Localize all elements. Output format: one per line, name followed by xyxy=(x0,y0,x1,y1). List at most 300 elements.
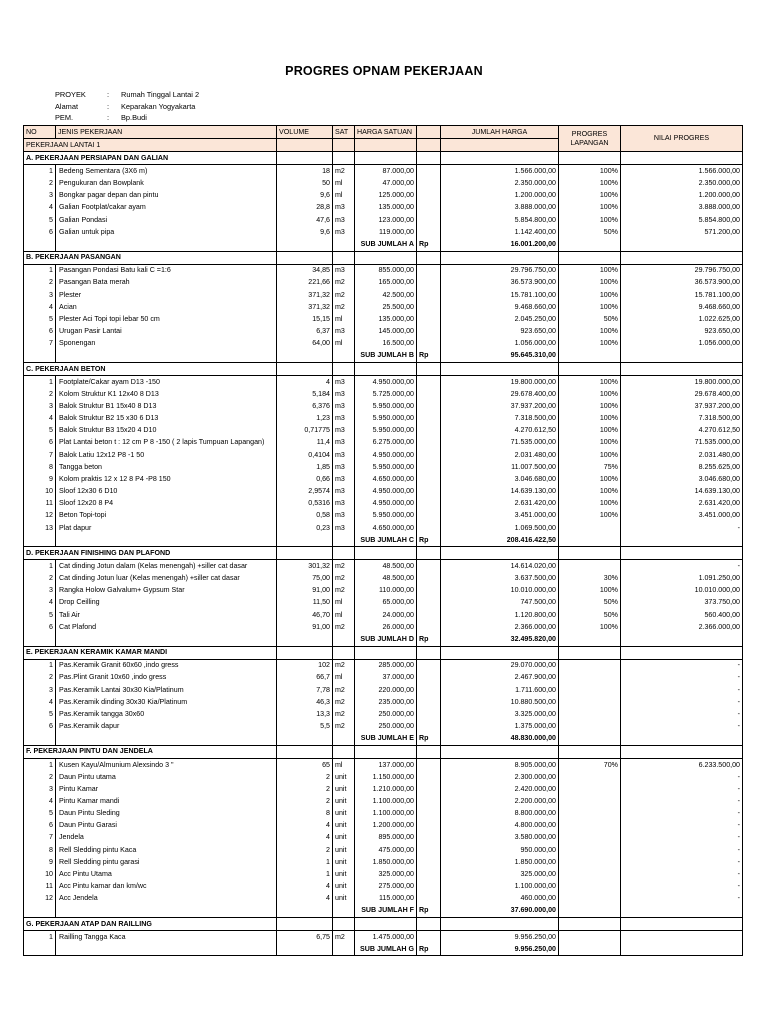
item-rp-spacer xyxy=(417,560,441,573)
item-jumlah: 3.046.680,00 xyxy=(441,473,559,485)
item-jumlah: 8.905.000,00 xyxy=(441,758,559,771)
item-jumlah: 29.070.000,00 xyxy=(441,659,559,672)
item-volume: 4 xyxy=(277,893,333,905)
header-nilai: NILAI PROGRES xyxy=(621,126,743,152)
empty-cell xyxy=(277,534,333,547)
project-label: PROYEK xyxy=(55,90,86,99)
item-harga: 250.000,00 xyxy=(355,721,417,733)
header-harga: HARGA SATUAN xyxy=(355,126,417,139)
item-nilai: - xyxy=(621,820,743,832)
item-jumlah: 2.420.000,00 xyxy=(441,783,559,795)
empty-cell xyxy=(333,547,355,560)
item-progres: 100% xyxy=(559,510,621,522)
table-row xyxy=(24,868,743,880)
item-nilai: - xyxy=(621,893,743,905)
item-jumlah: 1.120.800,00 xyxy=(441,609,559,621)
empty-cell xyxy=(24,350,56,363)
item-jumlah: 10.880.500,00 xyxy=(441,696,559,708)
item-progres xyxy=(559,868,621,880)
item-nilai: 1.200.000,00 xyxy=(621,190,743,202)
item-progres xyxy=(559,672,621,684)
empty-cell xyxy=(441,362,559,375)
item-no: 5 xyxy=(24,808,56,820)
item-sat: unit xyxy=(333,808,355,820)
item-volume: 6,376 xyxy=(277,400,333,412)
item-harga: 145.000,00 xyxy=(355,326,417,338)
item-harga: 1.850.000,00 xyxy=(355,856,417,868)
empty-cell xyxy=(277,633,333,646)
item-volume: 0,71775 xyxy=(277,425,333,437)
item-volume: 47,6 xyxy=(277,214,333,226)
item-progres xyxy=(559,783,621,795)
item-nilai: - xyxy=(621,844,743,856)
item-progres xyxy=(559,795,621,807)
project-info xyxy=(55,89,199,124)
item-jumlah: 19.800.000,00 xyxy=(441,376,559,389)
item-jenis: Acc Pintu Utama xyxy=(56,868,277,880)
table-row xyxy=(24,659,743,672)
item-jumlah: 2.300.000,00 xyxy=(441,771,559,783)
item-nilai: 71.535.000,00 xyxy=(621,437,743,449)
item-jumlah: 5.854.800,00 xyxy=(441,214,559,226)
item-volume: 15,15 xyxy=(277,313,333,325)
item-harga: 5.725.000,00 xyxy=(355,388,417,400)
item-harga: 4.650.000,00 xyxy=(355,522,417,534)
item-sat: m3 xyxy=(333,449,355,461)
item-no: 13 xyxy=(24,522,56,534)
item-progres xyxy=(559,708,621,720)
item-volume: 0,58 xyxy=(277,510,333,522)
item-progres: 75% xyxy=(559,461,621,473)
item-nilai: - xyxy=(621,721,743,733)
item-volume: 5,184 xyxy=(277,388,333,400)
empty-cell xyxy=(559,646,621,659)
item-volume: 9,6 xyxy=(277,226,333,238)
item-nilai: 36.573.900,00 xyxy=(621,277,743,289)
item-harga: 4.950.000,00 xyxy=(355,498,417,510)
item-volume: 4 xyxy=(277,376,333,389)
item-no: 4 xyxy=(24,301,56,313)
subtotal-rp: Rp xyxy=(417,943,441,956)
empty-cell xyxy=(621,745,743,758)
item-rp-spacer xyxy=(417,832,441,844)
table-row xyxy=(24,783,743,795)
item-sat: m2 xyxy=(333,659,355,672)
table-row xyxy=(24,165,743,178)
item-volume: 11,50 xyxy=(277,597,333,609)
item-sat: m3 xyxy=(333,376,355,389)
empty-cell xyxy=(621,646,743,659)
section-title: E. PEKERJAAN KERAMIK KAMAR MANDI xyxy=(24,646,277,659)
item-rp-spacer xyxy=(417,783,441,795)
item-progres: 100% xyxy=(559,214,621,226)
table-row xyxy=(24,461,743,473)
item-jumlah: 1.711.600,00 xyxy=(441,684,559,696)
item-harga: 475.000,00 xyxy=(355,844,417,856)
section-header-row xyxy=(24,918,743,931)
item-sat: m2 xyxy=(333,721,355,733)
address-colon: : xyxy=(107,101,110,111)
item-progres xyxy=(559,931,621,944)
empty-cell xyxy=(441,152,559,165)
header-progres-line2: LAPANGAN xyxy=(570,138,609,147)
item-harga: 1.210.000,00 xyxy=(355,783,417,795)
item-no: 2 xyxy=(24,771,56,783)
subtotal-label: SUB JUMLAH C xyxy=(355,534,417,547)
empty-cell xyxy=(441,745,559,758)
item-volume: 0,66 xyxy=(277,473,333,485)
table-row xyxy=(24,881,743,893)
item-jumlah: 1.142.400,00 xyxy=(441,226,559,238)
item-jumlah: 1.056.000,00 xyxy=(441,338,559,350)
item-jenis: Bongkar pagar depan dan pintu xyxy=(56,190,277,202)
item-no: 7 xyxy=(24,449,56,461)
item-rp-spacer xyxy=(417,388,441,400)
item-no: 1 xyxy=(24,165,56,178)
item-rp-spacer xyxy=(417,931,441,944)
item-jenis: Balok Struktur B2 15 x30 6 D13 xyxy=(56,413,277,425)
empty-cell xyxy=(24,534,56,547)
empty-cell xyxy=(417,152,441,165)
item-jenis: Sloof 12x20 8 P4 xyxy=(56,498,277,510)
subtotal-label: SUB JUMLAH G xyxy=(355,943,417,956)
item-harga: 4.950.000,00 xyxy=(355,486,417,498)
item-nilai: 4.270.612,50 xyxy=(621,425,743,437)
item-volume: 4 xyxy=(277,832,333,844)
item-no: 12 xyxy=(24,510,56,522)
item-jenis: Pasangan Bata merah xyxy=(56,277,277,289)
item-rp-spacer xyxy=(417,597,441,609)
item-harga: 1.100.000,00 xyxy=(355,808,417,820)
item-sat: m3 xyxy=(333,437,355,449)
item-jenis: Plat Lantai beton t : 12 cm P 8 -150 ( 2 lapis Tumpuan Lapangan) xyxy=(56,437,277,449)
item-nilai xyxy=(621,931,743,944)
item-harga: 115.000,00 xyxy=(355,893,417,905)
item-nilai: 923.650,00 xyxy=(621,326,743,338)
item-jumlah: 3.637.500,00 xyxy=(441,573,559,585)
item-sat: m2 xyxy=(333,621,355,633)
item-rp-spacer xyxy=(417,868,441,880)
empty-cell xyxy=(24,633,56,646)
table-row xyxy=(24,795,743,807)
item-progres: 100% xyxy=(559,277,621,289)
item-jumlah: 3.580.000,00 xyxy=(441,832,559,844)
header-rp-spacer xyxy=(417,126,441,139)
item-no: 6 xyxy=(24,721,56,733)
subtotal-value: 16.001.200,00 xyxy=(441,238,559,251)
item-volume: 102 xyxy=(277,659,333,672)
item-harga: 1.150.000,00 xyxy=(355,771,417,783)
empty-cell xyxy=(277,547,333,560)
item-harga: 250.000,00 xyxy=(355,708,417,720)
item-jenis: Cat dinding Jotun luar (Kelas menengah) +siller cat dasar xyxy=(56,573,277,585)
item-harga: 5.950.000,00 xyxy=(355,400,417,412)
empty-cell xyxy=(621,733,743,746)
item-progres: 100% xyxy=(559,621,621,633)
item-harga: 137.000,00 xyxy=(355,758,417,771)
empty-cell xyxy=(441,547,559,560)
empty-cell xyxy=(56,905,277,918)
item-jumlah: 460.000,00 xyxy=(441,893,559,905)
item-no: 8 xyxy=(24,461,56,473)
item-no: 5 xyxy=(24,708,56,720)
item-jenis: Pas.Keramik dapur xyxy=(56,721,277,733)
empty-cell xyxy=(621,251,743,264)
empty-cell xyxy=(559,918,621,931)
item-harga: 37.000,00 xyxy=(355,672,417,684)
item-rp-spacer xyxy=(417,165,441,178)
item-rp-spacer xyxy=(417,856,441,868)
item-nilai: 2.631.420,00 xyxy=(621,498,743,510)
item-harga: 47.000,00 xyxy=(355,178,417,190)
empty-cell xyxy=(333,238,355,251)
item-progres: 50% xyxy=(559,597,621,609)
item-sat: m3 xyxy=(333,388,355,400)
empty-cell xyxy=(56,534,277,547)
item-rp-spacer xyxy=(417,844,441,856)
item-jumlah: 2.350.000,00 xyxy=(441,178,559,190)
item-jenis: Rangka Holow Galvalum+ Gypsum Star xyxy=(56,585,277,597)
item-jenis: Drop Ceilling xyxy=(56,597,277,609)
item-progres: 100% xyxy=(559,178,621,190)
empty-cell xyxy=(355,745,417,758)
table-row xyxy=(24,388,743,400)
item-progres xyxy=(559,844,621,856)
table-row xyxy=(24,376,743,389)
item-no: 3 xyxy=(24,783,56,795)
subtotal-label: SUB JUMLAH D xyxy=(355,633,417,646)
item-rp-spacer xyxy=(417,277,441,289)
project-colon: : xyxy=(107,90,110,99)
item-rp-spacer xyxy=(417,190,441,202)
item-nilai: 8.255.625,00 xyxy=(621,461,743,473)
item-rp-spacer xyxy=(417,264,441,277)
table-row xyxy=(24,400,743,412)
section-header-row xyxy=(24,152,743,165)
empty-cell xyxy=(621,362,743,375)
address-label: Alamat xyxy=(55,101,79,111)
subtotal-row xyxy=(24,350,743,363)
item-no: 3 xyxy=(24,289,56,301)
item-nilai: - xyxy=(621,708,743,720)
item-jenis: Beton Topi-topi xyxy=(56,510,277,522)
project-row xyxy=(55,89,199,101)
empty-cell xyxy=(355,918,417,931)
item-volume: 0,5316 xyxy=(277,498,333,510)
table-row xyxy=(24,214,743,226)
item-jenis: Tali Air xyxy=(56,609,277,621)
item-volume: 13,3 xyxy=(277,708,333,720)
table-row xyxy=(24,473,743,485)
item-jenis: Pintu Kamar mandi xyxy=(56,795,277,807)
item-sat: m3 xyxy=(333,400,355,412)
item-harga: 325.000,00 xyxy=(355,868,417,880)
item-harga: 5.950.000,00 xyxy=(355,461,417,473)
item-volume: 7,78 xyxy=(277,684,333,696)
item-volume: 8 xyxy=(277,808,333,820)
item-no: 1 xyxy=(24,560,56,573)
subtotal-rp: Rp xyxy=(417,534,441,547)
item-harga: 4.950.000,00 xyxy=(355,376,417,389)
empty-cell xyxy=(559,350,621,363)
item-progres: 100% xyxy=(559,289,621,301)
item-volume: 221,66 xyxy=(277,277,333,289)
subtotal-value: 95.645.310,00 xyxy=(441,350,559,363)
item-progres xyxy=(559,820,621,832)
item-nilai: - xyxy=(621,696,743,708)
header-progres-line1: PROGRES xyxy=(571,129,608,138)
empty-cell xyxy=(277,646,333,659)
item-sat: m3 xyxy=(333,486,355,498)
empty-cell xyxy=(277,238,333,251)
table-row xyxy=(24,621,743,633)
item-nilai: 2.031.480,00 xyxy=(621,449,743,461)
item-nilai: 14.639.130,00 xyxy=(621,486,743,498)
item-progres xyxy=(559,808,621,820)
item-jenis: Galian Pondasi xyxy=(56,214,277,226)
item-no: 11 xyxy=(24,498,56,510)
item-no: 8 xyxy=(24,844,56,856)
item-volume: 46,3 xyxy=(277,696,333,708)
item-nilai: - xyxy=(621,672,743,684)
item-no: 1 xyxy=(24,931,56,944)
item-jenis: Daun Pintu utama xyxy=(56,771,277,783)
table-row xyxy=(24,338,743,350)
item-nilai: - xyxy=(621,832,743,844)
item-jenis: Footplate/Cakar ayam D13 -150 xyxy=(56,376,277,389)
item-nilai: - xyxy=(621,868,743,880)
subtotal-label: SUB JUMLAH F xyxy=(355,905,417,918)
item-jenis: Pintu Kamar xyxy=(56,783,277,795)
empty-cell xyxy=(559,633,621,646)
empty-cell xyxy=(277,918,333,931)
empty-cell xyxy=(621,943,743,956)
item-no: 6 xyxy=(24,326,56,338)
item-sat: ml xyxy=(333,672,355,684)
section-title: A. PEKERJAAN PERSIAPAN DAN GALIAN xyxy=(24,152,277,165)
item-rp-spacer xyxy=(417,609,441,621)
section-header-row xyxy=(24,745,743,758)
item-jenis: Tangga beton xyxy=(56,461,277,473)
item-volume: 2 xyxy=(277,783,333,795)
item-rp-spacer xyxy=(417,621,441,633)
table-row xyxy=(24,758,743,771)
empty-cell xyxy=(621,905,743,918)
item-harga: 125.000,00 xyxy=(355,190,417,202)
item-jumlah: 29.678.400,00 xyxy=(441,388,559,400)
item-progres xyxy=(559,659,621,672)
item-nilai: 373.750,00 xyxy=(621,597,743,609)
empty-cell xyxy=(333,646,355,659)
empty-cell xyxy=(621,152,743,165)
owner-value: Bp.Budi xyxy=(121,113,147,122)
item-sat: ml xyxy=(333,190,355,202)
item-jumlah: 14.639.130,00 xyxy=(441,486,559,498)
item-jumlah: 14.614.020,00 xyxy=(441,560,559,573)
item-rp-spacer xyxy=(417,808,441,820)
item-nilai: - xyxy=(621,659,743,672)
item-jumlah: 29.796.750,00 xyxy=(441,264,559,277)
item-nilai: - xyxy=(621,771,743,783)
item-volume: 65 xyxy=(277,758,333,771)
empty-cell xyxy=(559,905,621,918)
item-volume: 301,32 xyxy=(277,560,333,573)
table-row xyxy=(24,684,743,696)
table-row xyxy=(24,190,743,202)
item-harga: 135.000,00 xyxy=(355,202,417,214)
empty-cell xyxy=(24,733,56,746)
table-row xyxy=(24,893,743,905)
item-progres xyxy=(559,560,621,573)
item-no: 10 xyxy=(24,486,56,498)
empty-cell xyxy=(441,646,559,659)
item-no: 3 xyxy=(24,684,56,696)
item-rp-spacer xyxy=(417,881,441,893)
item-jumlah: 325.000,00 xyxy=(441,868,559,880)
item-jumlah: 2.031.480,00 xyxy=(441,449,559,461)
item-no: 1 xyxy=(24,264,56,277)
item-jenis: Pas.Keramik tangga 30x60 xyxy=(56,708,277,720)
item-nilai: 571.200,00 xyxy=(621,226,743,238)
item-nilai: 1.566.000,00 xyxy=(621,165,743,178)
item-jumlah: 3.325.000,00 xyxy=(441,708,559,720)
item-no: 10 xyxy=(24,868,56,880)
empty-cell xyxy=(333,745,355,758)
item-jenis: Acc Jendela xyxy=(56,893,277,905)
item-jumlah: 1.069.500,00 xyxy=(441,522,559,534)
item-no: 2 xyxy=(24,277,56,289)
project-value: Rumah Tinggal Lantai 2 xyxy=(121,90,200,99)
item-volume: 0,23 xyxy=(277,522,333,534)
item-jenis: Plester Aci Topi topi lebar 50 cm xyxy=(56,313,277,325)
section-header-row xyxy=(24,251,743,264)
item-nilai: 3.046.680,00 xyxy=(621,473,743,485)
subheader-lantai: PEKERJAAN LANTAI 1 xyxy=(24,139,277,152)
item-jenis: Balok Struktur B3 15x20 4 D10 xyxy=(56,425,277,437)
empty-cell xyxy=(56,943,277,956)
item-rp-spacer xyxy=(417,178,441,190)
item-jumlah: 71.535.000,00 xyxy=(441,437,559,449)
item-volume: 4 xyxy=(277,881,333,893)
item-no: 4 xyxy=(24,795,56,807)
item-sat: m3 xyxy=(333,326,355,338)
item-progres: 100% xyxy=(559,376,621,389)
table-row xyxy=(24,413,743,425)
subtotal-label: SUB JUMLAH E xyxy=(355,733,417,746)
empty-cell xyxy=(333,152,355,165)
item-no: 2 xyxy=(24,672,56,684)
item-sat: m3 xyxy=(333,425,355,437)
item-rp-spacer xyxy=(417,893,441,905)
item-nilai: - xyxy=(621,856,743,868)
item-nilai: 3.451.000,00 xyxy=(621,510,743,522)
item-rp-spacer xyxy=(417,400,441,412)
item-progres: 100% xyxy=(559,301,621,313)
item-sat: m2 xyxy=(333,289,355,301)
table-row xyxy=(24,178,743,190)
subtotal-row xyxy=(24,534,743,547)
item-nilai: 3.888.000,00 xyxy=(621,202,743,214)
item-harga: 4.950.000,00 xyxy=(355,449,417,461)
item-jenis: Cat Plafond xyxy=(56,621,277,633)
item-harga: 87.000,00 xyxy=(355,165,417,178)
item-rp-spacer xyxy=(417,461,441,473)
subtotal-rp: Rp xyxy=(417,733,441,746)
subtotal-rp: Rp xyxy=(417,350,441,363)
item-jumlah: 1.850.000,00 xyxy=(441,856,559,868)
item-jenis: Balok Latiu 12x12 P8 -1 50 xyxy=(56,449,277,461)
empty-cell xyxy=(277,362,333,375)
